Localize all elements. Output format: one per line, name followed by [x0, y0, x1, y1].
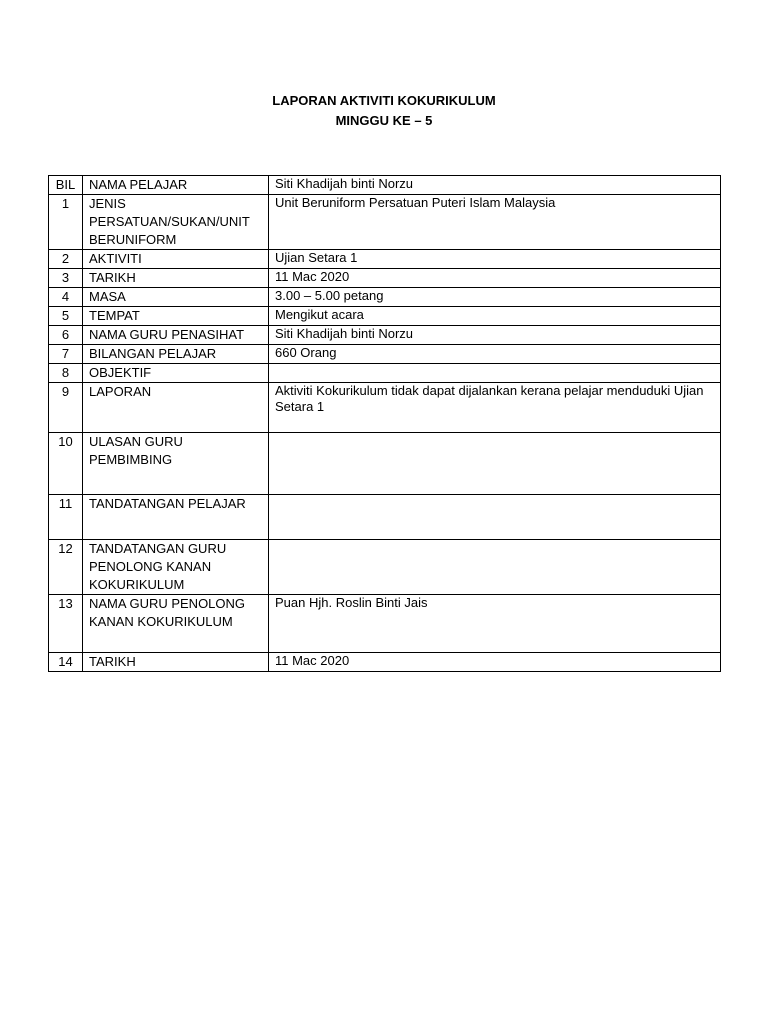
row-field: TANDATANGAN PELAJAR	[83, 495, 269, 540]
table-row	[49, 345, 721, 364]
row-field: TEMPAT	[83, 307, 269, 326]
table-row	[49, 540, 721, 595]
table-row	[49, 364, 721, 383]
row-field: JENIS PERSATUAN/SUKAN/UNIT BERUNIFORM	[83, 195, 269, 250]
row-number: 6	[49, 326, 83, 345]
row-number: 4	[49, 288, 83, 307]
table-row	[49, 383, 721, 433]
table-header-row	[49, 176, 721, 195]
row-number: 11	[49, 495, 83, 540]
row-value	[269, 540, 721, 595]
table-row	[49, 269, 721, 288]
table-row	[49, 307, 721, 326]
row-number: 7	[49, 345, 83, 364]
row-value: 11 Mac 2020	[269, 653, 721, 672]
row-number: 9	[49, 383, 83, 433]
table-row	[49, 288, 721, 307]
row-field: TARIKH	[83, 653, 269, 672]
row-value	[269, 433, 721, 495]
row-value: Puan Hjh. Roslin Binti Jais	[269, 595, 721, 653]
row-number: 13	[49, 595, 83, 653]
row-value: Ujian Setara 1	[269, 250, 721, 269]
row-number: 12	[49, 540, 83, 595]
row-field: MASA	[83, 288, 269, 307]
header-field: NAMA PELAJAR	[83, 176, 269, 195]
table-row	[49, 595, 721, 653]
row-field: NAMA GURU PENASIHAT	[83, 326, 269, 345]
header-value: Siti Khadijah binti Norzu	[269, 176, 721, 195]
row-value: 11 Mac 2020	[269, 269, 721, 288]
row-field: TARIKH	[83, 269, 269, 288]
row-field: BILANGAN PELAJAR	[83, 345, 269, 364]
table-row	[49, 250, 721, 269]
row-number: 5	[49, 307, 83, 326]
row-field: OBJEKTIF	[83, 364, 269, 383]
row-value: Unit Beruniform Persatuan Puteri Islam Malaysia	[269, 195, 721, 250]
table-row	[49, 433, 721, 495]
document-subtitle: MINGGU KE – 5	[335, 113, 433, 128]
row-field: LAPORAN	[83, 383, 269, 433]
row-value: 660 Orang	[269, 345, 721, 364]
row-value	[269, 495, 721, 540]
row-number: 8	[49, 364, 83, 383]
row-value: Mengikut acara	[269, 307, 721, 326]
row-number: 3	[49, 269, 83, 288]
row-number: 14	[49, 653, 83, 672]
row-number: 1	[49, 195, 83, 250]
table-row	[49, 326, 721, 345]
row-value	[269, 364, 721, 383]
row-field: NAMA GURU PENOLONG KANAN KOKURIKULUM	[83, 595, 269, 653]
header-bil: BIL	[49, 176, 83, 195]
document-title: LAPORAN AKTIVITI KOKURIKULUM	[272, 93, 496, 108]
table-row	[49, 195, 721, 250]
report-table	[48, 175, 721, 672]
row-value: Aktiviti Kokurikulum tidak dapat dijalankan kerana pelajar menduduki Ujian Setara 1	[269, 383, 721, 433]
row-value: 3.00 – 5.00 petang	[269, 288, 721, 307]
row-number: 10	[49, 433, 83, 495]
row-number: 2	[49, 250, 83, 269]
table-row	[49, 653, 721, 672]
table-row	[49, 495, 721, 540]
row-field: TANDATANGAN GURU PENOLONG KANAN KOKURIKULUM	[83, 540, 269, 595]
row-field: ULASAN GURU PEMBIMBING	[83, 433, 269, 495]
row-field: AKTIVITI	[83, 250, 269, 269]
row-value: Siti Khadijah binti Norzu	[269, 326, 721, 345]
